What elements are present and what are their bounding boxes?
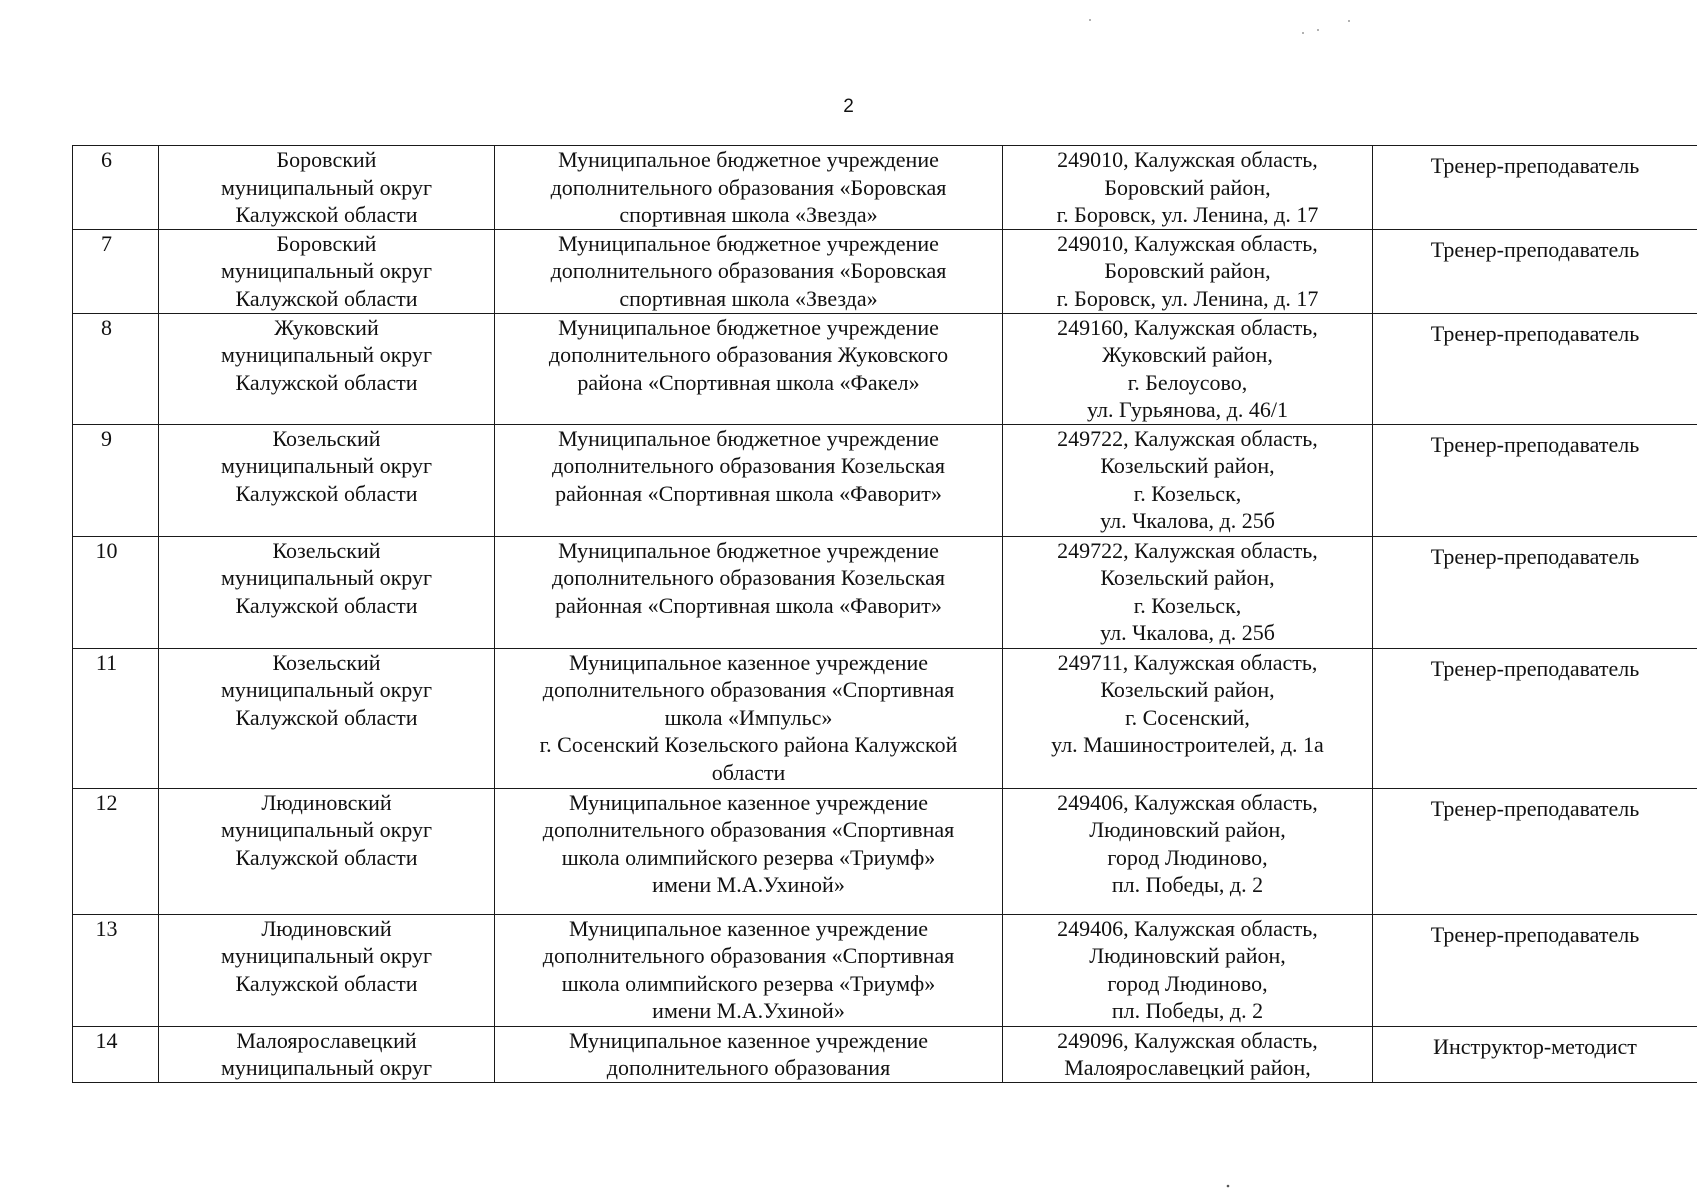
district-cell bbox=[159, 914, 495, 1026]
position-title: Тренер-преподаватель bbox=[1430, 655, 1640, 681]
district-cell bbox=[159, 424, 495, 536]
institution-name: Муниципальное бюджетное учреждение дополнительного образования Козельская районная «Спортивная школа «Фаворит» bbox=[552, 425, 945, 506]
row-number-cell bbox=[73, 313, 159, 424]
table-row bbox=[73, 229, 1697, 313]
table-row bbox=[73, 536, 1697, 648]
table-row bbox=[73, 914, 1697, 1026]
address-cell bbox=[1003, 648, 1373, 788]
position-cell bbox=[1373, 914, 1697, 1026]
row-number: 9 bbox=[101, 425, 112, 451]
position-cell bbox=[1373, 536, 1697, 648]
institution-address: 249722, Калужская область, Козельский район, г. Козельск, ул. Чкалова, д. 25б bbox=[1057, 537, 1318, 645]
row-number-cell bbox=[73, 788, 159, 914]
row-number-cell bbox=[73, 1026, 159, 1082]
institution-address: 249010, Калужская область, Боровский район, г. Боровск, ул. Ленина, д. 17 bbox=[1056, 230, 1319, 311]
table-row bbox=[73, 788, 1697, 914]
institution-cell bbox=[495, 146, 1003, 230]
district-cell bbox=[159, 146, 495, 230]
table-row bbox=[73, 1026, 1697, 1082]
institution-address: 249010, Калужская область, Боровский район, г. Боровск, ул. Ленина, д. 17 bbox=[1056, 147, 1319, 227]
position-title: Тренер-преподаватель bbox=[1430, 431, 1640, 457]
institution-cell bbox=[495, 788, 1003, 914]
district-cell bbox=[159, 229, 495, 313]
institution-cell bbox=[495, 229, 1003, 313]
position-title: Тренер-преподаватель bbox=[1430, 153, 1640, 178]
institution-address: 249711, Калужская область, Козельский район, г. Сосенский, ул. Машиностроителей, д. 1а bbox=[1051, 649, 1324, 757]
institution-cell bbox=[495, 424, 1003, 536]
institution-address: 249406, Калужская область, Людиновский район, город Людиново, пл. Победы, д. 2 bbox=[1057, 789, 1318, 897]
address-cell bbox=[1003, 313, 1373, 424]
position-cell bbox=[1373, 229, 1697, 313]
scan-speck bbox=[1302, 32, 1304, 34]
district-name: Козельский муниципальный округ Калужской области bbox=[220, 649, 432, 730]
address-cell bbox=[1003, 146, 1373, 230]
row-number: 12 bbox=[95, 789, 118, 815]
position-title: Тренер-преподаватель bbox=[1430, 795, 1640, 821]
institution-address: 249722, Калужская область, Козельский район, г. Козельск, ул. Чкалова, д. 25б bbox=[1057, 425, 1318, 533]
position-title: Тренер-преподаватель bbox=[1430, 921, 1640, 947]
institution-name: Муниципальное бюджетное учреждение дополнительного образования Жуковского района «Спортивная школа «Факел» bbox=[548, 314, 949, 395]
district-cell bbox=[159, 313, 495, 424]
institution-cell bbox=[495, 536, 1003, 648]
institution-name: Муниципальное бюджетное учреждение дополнительного образования «Боровская спортивная школа «Звезда» bbox=[550, 230, 947, 311]
institution-address: 249096, Калужская область, Малоярославецкий район, bbox=[1057, 1027, 1318, 1080]
scan-speck bbox=[1227, 1185, 1230, 1188]
row-number-cell bbox=[73, 914, 159, 1026]
district-name: Козельский муниципальный округ Калужской области bbox=[220, 425, 432, 506]
address-cell bbox=[1003, 1026, 1373, 1082]
row-number: 14 bbox=[95, 1027, 118, 1053]
address-cell bbox=[1003, 536, 1373, 648]
district-name: Малоярославецкий муниципальный округ bbox=[220, 1027, 432, 1080]
row-number: 7 bbox=[101, 230, 112, 256]
district-name: Людиновский муниципальный округ Калужской области bbox=[220, 789, 432, 870]
row-number-cell bbox=[73, 229, 159, 313]
position-cell bbox=[1373, 788, 1697, 914]
district-cell bbox=[159, 648, 495, 788]
district-name: Боровский муниципальный округ Калужской области bbox=[220, 147, 432, 227]
institution-cell bbox=[495, 648, 1003, 788]
district-cell bbox=[159, 788, 495, 914]
row-number: 13 bbox=[95, 915, 118, 941]
district-name: Козельский муниципальный округ Калужской области bbox=[220, 537, 432, 618]
position-cell bbox=[1373, 146, 1697, 230]
position-title: Инструктор-методист bbox=[1433, 1033, 1637, 1059]
row-number: 11 bbox=[95, 649, 118, 675]
institution-name: Муниципальное бюджетное учреждение дополнительного образования Козельская районная «Спортивная школа «Фаворит» bbox=[552, 537, 945, 618]
position-cell bbox=[1373, 648, 1697, 788]
district-cell bbox=[159, 536, 495, 648]
institutions-table bbox=[72, 145, 1697, 1083]
table-row bbox=[73, 146, 1697, 230]
scan-speck bbox=[1317, 29, 1319, 31]
position-title: Тренер-преподаватель bbox=[1430, 543, 1640, 569]
institution-cell bbox=[495, 914, 1003, 1026]
position-title: Тренер-преподаватель bbox=[1430, 236, 1640, 262]
institution-address: 249406, Калужская область, Людиновский район, город Людиново, пл. Победы, д. 2 bbox=[1057, 915, 1318, 1023]
district-name: Людиновский муниципальный округ Калужской области bbox=[220, 915, 432, 996]
address-cell bbox=[1003, 229, 1373, 313]
position-cell bbox=[1373, 313, 1697, 424]
scan-speck bbox=[1089, 19, 1091, 21]
scan-speck bbox=[1348, 20, 1350, 22]
institution-name: Муниципальное казенное учреждение дополнительного образования bbox=[568, 1027, 929, 1080]
row-number: 10 bbox=[95, 537, 118, 563]
institution-name: Муниципальное казенное учреждение дополнительного образования «Спортивная школа олимпийского резерва «Триумф» имени М.А.Ухиной» bbox=[542, 915, 955, 1023]
row-number-cell bbox=[73, 424, 159, 536]
address-cell bbox=[1003, 914, 1373, 1026]
table-row bbox=[73, 424, 1697, 536]
address-cell bbox=[1003, 424, 1373, 536]
institution-name: Муниципальное казенное учреждение дополнительного образования «Спортивная школа олимпийского резерва «Триумф» имени М.А.Ухиной» bbox=[542, 789, 955, 897]
institution-address: 249160, Калужская область, Жуковский район, г. Белоусово, ул. Гурьянова, д. 46/1 bbox=[1057, 314, 1318, 422]
address-cell bbox=[1003, 788, 1373, 914]
position-title: Тренер-преподаватель bbox=[1430, 320, 1640, 346]
row-number-cell bbox=[73, 536, 159, 648]
row-number: 8 bbox=[101, 314, 112, 340]
table-row bbox=[73, 648, 1697, 788]
institution-cell bbox=[495, 313, 1003, 424]
district-name: Жуковский муниципальный округ Калужской области bbox=[220, 314, 432, 395]
district-cell bbox=[159, 1026, 495, 1082]
position-cell bbox=[1373, 424, 1697, 536]
position-cell bbox=[1373, 1026, 1697, 1082]
row-number-cell bbox=[73, 648, 159, 788]
row-number-cell bbox=[73, 146, 159, 230]
page-number: 2 bbox=[843, 96, 854, 117]
district-name: Боровский муниципальный округ Калужской области bbox=[220, 230, 432, 311]
table-row bbox=[73, 313, 1697, 424]
institution-cell bbox=[495, 1026, 1003, 1082]
institution-name: Муниципальное казенное учреждение дополнительного образования «Спортивная школа «Импульс» г. Сосенский Козельского района Калужской области bbox=[539, 649, 958, 785]
institution-name: Муниципальное бюджетное учреждение дополнительного образования «Боровская спортивная школа «Звезда» bbox=[550, 147, 947, 227]
row-number: 6 bbox=[101, 147, 112, 172]
